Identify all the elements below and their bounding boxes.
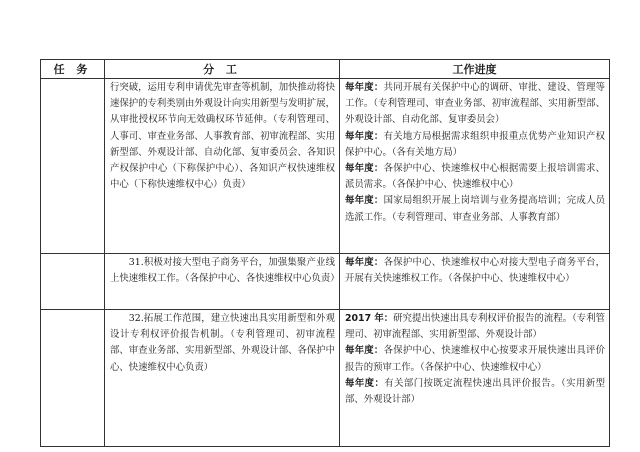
task-cell <box>41 79 105 254</box>
progress-text: 有关部门按既定流程快速出具评价报告。（实用新型部、外观设计部） <box>345 377 605 406</box>
progress-item <box>345 343 605 375</box>
table-row <box>41 254 610 310</box>
progress-list <box>340 79 609 228</box>
division-text: 31.积极对接大型电子商务平台，加强集聚产业线上快速维权工作。（各保护中心、各快速维权中心负责） <box>110 257 340 285</box>
task-cell <box>41 254 105 310</box>
progress-year: 每年度： <box>345 130 384 142</box>
progress-item <box>345 311 605 343</box>
task-table <box>40 59 610 447</box>
division-cell <box>105 254 340 310</box>
progress-year: 2017 年： <box>345 313 394 324</box>
progress-item <box>345 129 605 161</box>
header-progress: 工作进度 <box>340 60 610 79</box>
progress-item <box>345 255 605 287</box>
progress-text: 共同开展有关保护中心的调研、审批、建设、管理等工作。（专利管理司、审查业务部、初审流程部、实用新型部、外观设计部、自动化部、复审委员会） <box>345 82 605 126</box>
progress-year: 每年度： <box>345 163 384 175</box>
progress-text: 国家局组织开展上岗培训与业务提高培训；完成人员选派工作。（专利管理司、审查业务部、人事教育部） <box>345 195 605 223</box>
progress-year: 每年度： <box>345 82 384 93</box>
progress-year: 每年度： <box>345 377 385 389</box>
division-text: 行突破，运用专利申请优先审查等机制，加快推动将快速保护的专利类别由外观设计向实用新型与发明扩展，从审批授权环节向无效确权环节延伸。（专利管理司、人事司、审查业务部、人事教育部、初审流程部、实用新型部、外观设计部、自动化部、复审委员会、各知识产权保护中心（下称保护中心）、各知识产权快速维权中心（下称快速维权中心）负责） <box>110 82 336 191</box>
progress-text: 各保护中心、快速维权中心根据需要上报培训需求、派员需求。（各保护中心、快速维权中心） <box>345 163 605 191</box>
division-cell <box>105 310 340 447</box>
progress-list <box>340 310 609 410</box>
progress-item <box>345 161 605 193</box>
progress-list <box>340 254 609 289</box>
header-task: 任 务 <box>41 60 105 79</box>
progress-cell <box>340 310 610 447</box>
table-row <box>41 310 610 447</box>
progress-text: 研究提出快速出具专利权评价报告的流程。（专利管理司、初审流程部、实用新型部、外观设计部） <box>345 313 606 341</box>
header-division: 分 工 <box>105 60 340 79</box>
progress-item <box>345 80 605 129</box>
progress-cell <box>340 79 610 254</box>
progress-cell <box>340 254 610 310</box>
table-row <box>41 79 610 254</box>
progress-text: 各保护中心、快速维权中心对接大型电子商务平台，开展有关快速维权工作。（各保护中心、快速维权中心） <box>345 257 605 285</box>
progress-item <box>345 193 605 225</box>
division-text: 32.拓展工作范围，建立快速出具实用新型和外观设计专利权评价报告机制。（专利管理司、初审流程部、审查业务部、实用新型部、外观设计部、各保护中心、快速维权中心负责） <box>110 313 336 373</box>
progress-year: 每年度： <box>345 195 384 207</box>
progress-item <box>345 376 605 408</box>
table-header-row <box>41 60 610 79</box>
progress-year: 每年度： <box>345 345 384 357</box>
progress-text: 各保护中心、快速维权中心按要求开展快速出具评价报告的预审工作。（各保护中心、快速维权中心） <box>345 345 605 373</box>
progress-year: 每年度： <box>345 257 384 268</box>
division-cell <box>105 79 340 254</box>
task-cell <box>41 310 105 447</box>
progress-text: 有关地方局根据需求组织申报重点优势产业知识产权保护中心。（各有关地方局） <box>345 130 605 158</box>
